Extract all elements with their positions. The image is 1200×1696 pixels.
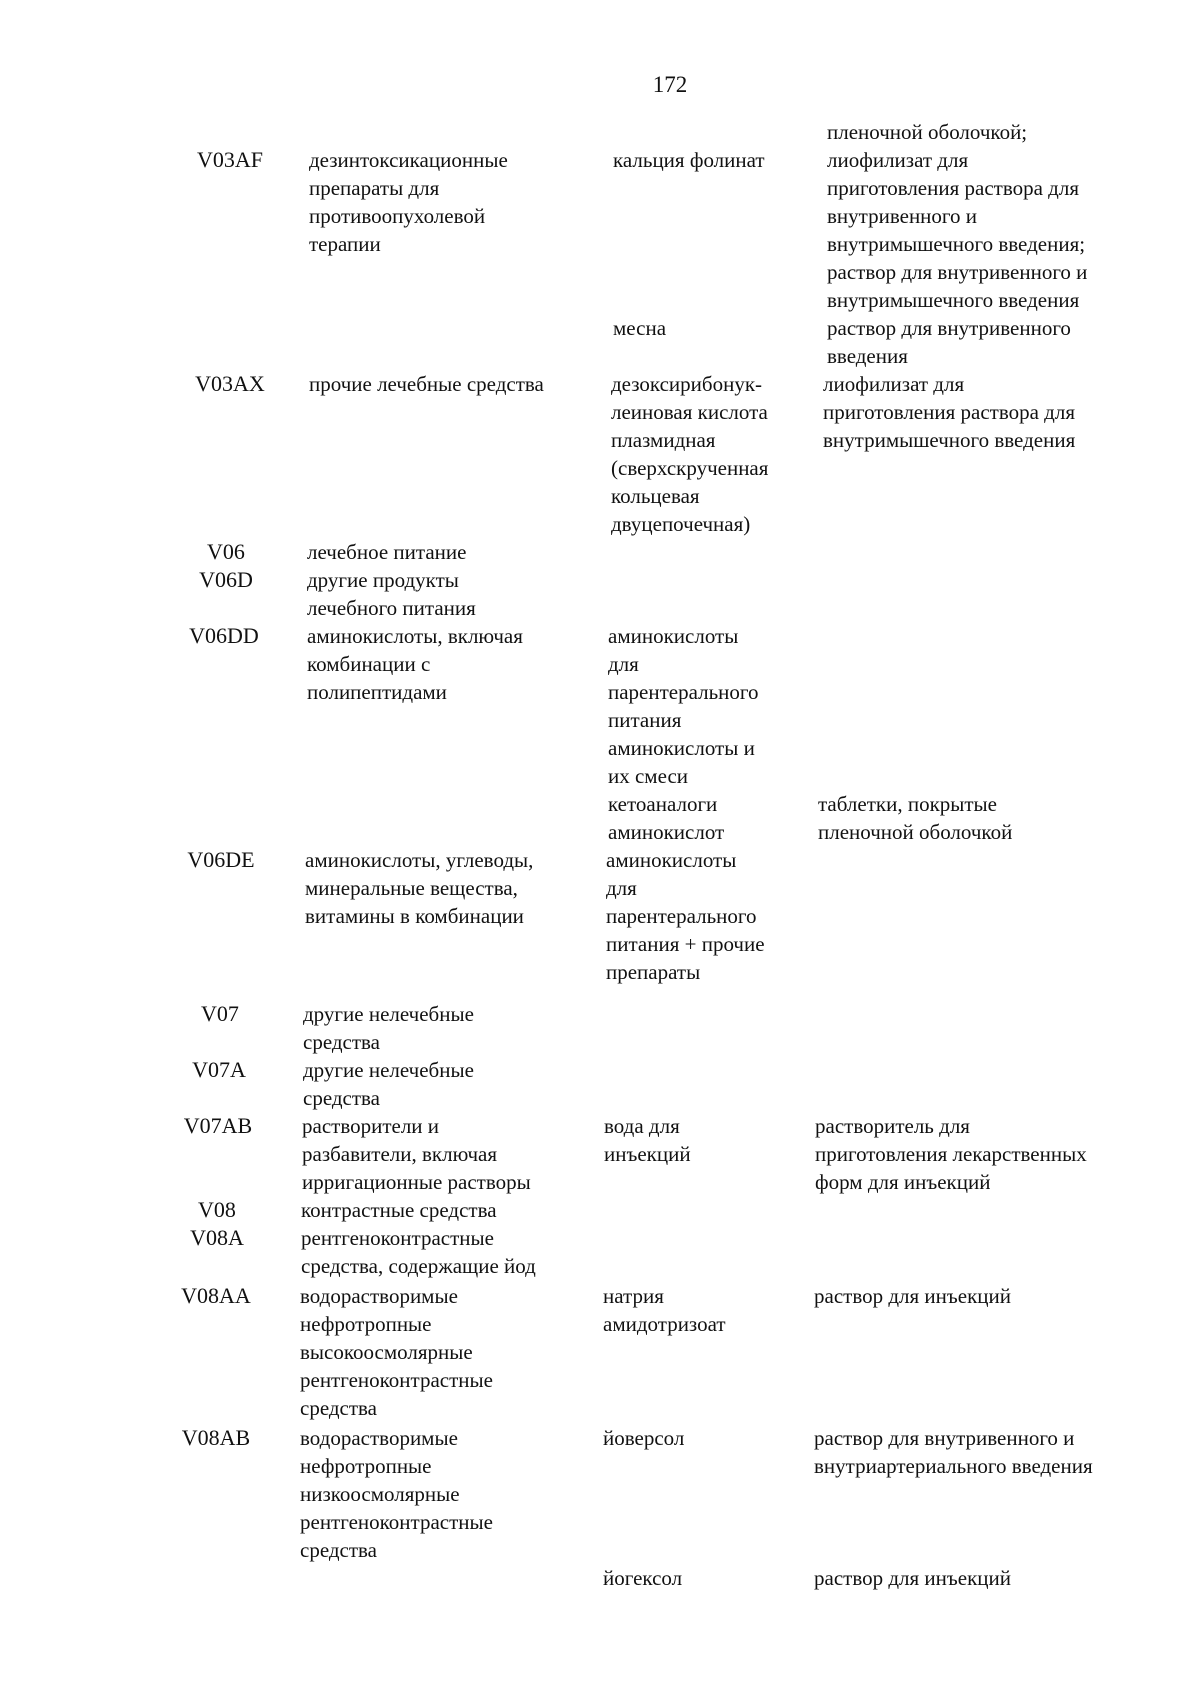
atc-code-cell: V06D <box>199 567 253 592</box>
drug-name-cell: йоверсол <box>603 1426 685 1450</box>
atc-code-cell: V08A <box>190 1225 244 1250</box>
drug-name-cell: месна <box>613 316 667 340</box>
form-cell: раствор для внутривенного и внутриартериального введения <box>814 1426 1093 1478</box>
drug-name-cell: йогексол <box>603 1566 683 1590</box>
group-name-cell: другие продукты лечебного питания <box>307 568 476 620</box>
atc-code-cell: V06 <box>207 539 245 564</box>
drug-name-cell: натрия амидотризоат <box>603 1284 726 1336</box>
drug-name-cell: дезоксирибонук- леиновая кислота плазмидная (сверхскрученная кольцевая двуцепочечная) <box>611 372 769 536</box>
atc-code-cell: V03AX <box>195 371 265 396</box>
drug-name-cell: вода для инъекций <box>604 1114 691 1166</box>
drug-name-cell: кетоаналоги аминокислот <box>608 792 725 844</box>
atc-code-cell: V06DE <box>187 847 255 872</box>
atc-code-cell: V08AB <box>181 1425 251 1450</box>
form-cell: раствор для инъекций <box>814 1284 1011 1308</box>
form-cell: раствор для инъекций <box>814 1566 1011 1590</box>
form-cell: лиофилизат для приготовления раствора для внутримышечного введения <box>823 372 1076 452</box>
drug-name-cell: аминокислоты для парентерального питания аминокислоты и их смеси <box>608 624 759 788</box>
group-name-cell: прочие лечебные средства <box>309 372 544 396</box>
group-name-cell: рентгеноконтрастные средства, содержащие йод <box>301 1226 536 1278</box>
atc-code-cell: V07AB <box>183 1113 253 1138</box>
atc-code-cell: V07 <box>201 1001 239 1026</box>
drug-name-cell: кальция фолинат <box>613 148 765 172</box>
atc-code-cell: V08 <box>198 1197 236 1222</box>
group-name-cell: дезинтоксикационные препараты для противоопухолевой терапии <box>309 148 508 256</box>
form-cell: лиофилизат для приготовления раствора для внутривенного и внутримышечного введения; раствор для внутривенного и внутримышечного введения <box>827 148 1088 312</box>
atc-code-cell: V03AF <box>196 147 263 172</box>
atc-code-cell: V07A <box>192 1057 246 1082</box>
atc-code-cell: V06DD <box>189 623 259 648</box>
form-cell: таблетки, покрытые пленочной оболочкой <box>818 792 1013 844</box>
page-number: 172 <box>652 72 688 97</box>
drug-name-cell: аминокислоты для парентерального питания + прочие препараты <box>606 848 765 984</box>
group-name-cell: растворители и разбавители, включая ирригационные растворы <box>302 1114 531 1194</box>
form-cell: раствор для внутривенного введения <box>827 316 1071 368</box>
group-name-cell: лечебное питание <box>307 540 467 564</box>
group-name-cell: другие нелечебные средства <box>303 1058 474 1110</box>
group-name-cell: водорастворимые нефротропные высокоосмолярные рентгеноконтрастные средства <box>300 1284 493 1420</box>
form-cell: растворитель для приготовления лекарственных форм для инъекций <box>815 1114 1087 1194</box>
group-name-cell: другие нелечебные средства <box>303 1002 474 1054</box>
group-name-cell: аминокислоты, углеводы, минеральные вещества, витамины в комбинации <box>305 848 534 928</box>
group-name-cell: аминокислоты, включая комбинации с полипептидами <box>307 624 523 704</box>
group-name-cell: водорастворимые нефротропные низкоосмолярные рентгеноконтрастные средства <box>300 1426 493 1562</box>
group-name-cell: контрастные средства <box>301 1198 497 1222</box>
form-cell: пленочной оболочкой; <box>827 120 1028 144</box>
atc-code-cell: V08AA <box>181 1283 251 1308</box>
